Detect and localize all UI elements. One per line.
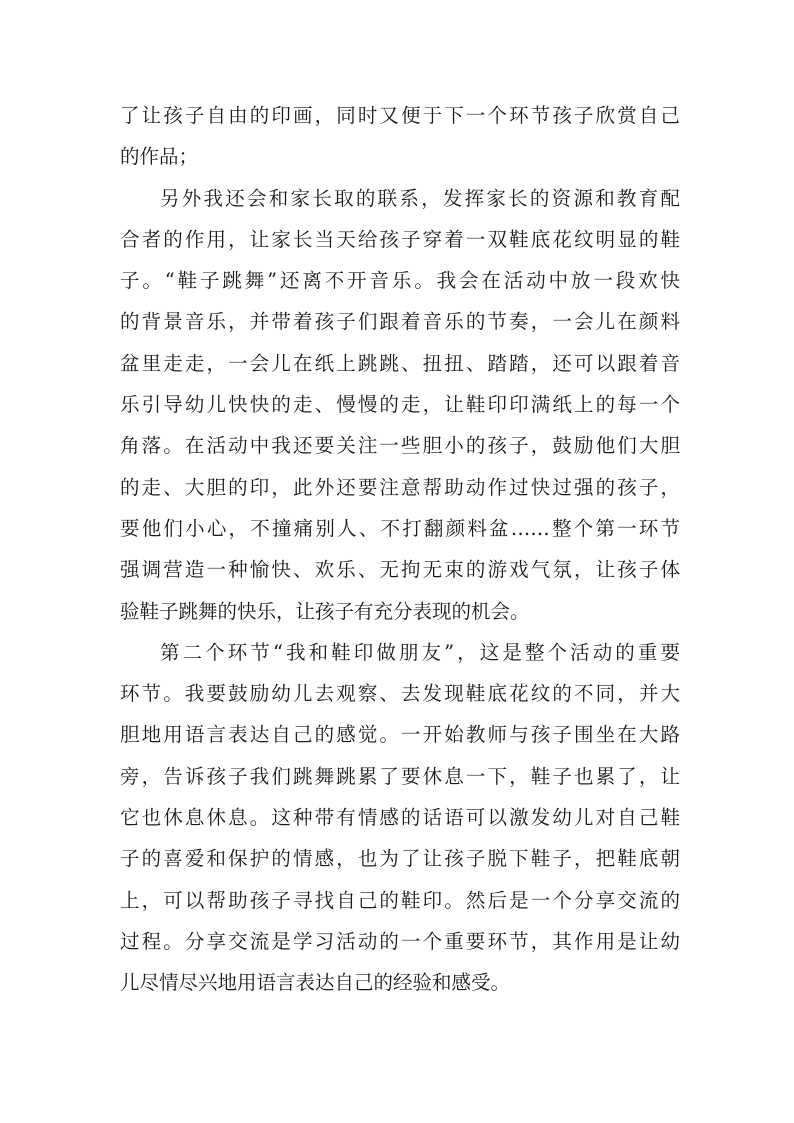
text-line: 乐引导幼儿快快的走、慢慢的走，让鞋印印满纸上的每一个 <box>120 393 680 417</box>
text-line: 子的喜爱和保护的情感，也为了让孩子脱下鞋子，把鞋底朝 <box>120 847 680 871</box>
text-line: 的走、大胆的印，此外还要注意帮助动作过快过强的孩子， <box>120 475 680 499</box>
text-line: 它也休息休息。这种带有情感的话语可以激发幼儿对自己鞋 <box>120 806 680 830</box>
text-line: 盆里走走，一会儿在纸上跳跳、扭扭、踏踏，还可以跟着音 <box>120 351 680 375</box>
text-line: 儿尽情尽兴地用语言表达自己的经验和感受。 <box>120 971 511 995</box>
text-line: 了让孩子自由的印画，同时又便于下一个环节孩子欣赏自己 <box>120 104 680 127</box>
text-line: 旁，告诉孩子我们跳舞跳累了要休息一下，鞋子也累了，让 <box>120 764 680 788</box>
text-line: 胆地用语言表达自己的感觉。一开始教师与孩子围坐在大路 <box>120 723 680 747</box>
text-line: 第二个环节“我和鞋印做朋友”，这是整个活动的重要 <box>160 640 680 664</box>
text-line: 的背景音乐，并带着孩子们跟着音乐的节奏，一会儿在颜料 <box>120 310 680 334</box>
text-line: 的作品； <box>120 145 199 169</box>
text-line: 环节。我要鼓励幼儿去观察、去发现鞋底花纹的不同，并大 <box>120 682 680 706</box>
body-text <box>120 95 680 1004</box>
text-line: 另外我还会和家长取的联系，发挥家长的资源和教育配 <box>160 186 680 210</box>
text-line: 验鞋子跳舞的快乐，让孩子有充分表现的机会。 <box>120 599 530 623</box>
text-line: 角落。在活动中我还要关注一些胆小的孩子，鼓励他们大胆 <box>120 434 680 458</box>
text-line: 合者的作用，让家长当天给孩子穿着一双鞋底花纹明显的鞋 <box>120 227 680 251</box>
text-line: 强调营造一种愉快、欢乐、无拘无束的游戏气氛，让孩子体 <box>120 558 680 582</box>
text-line: 要他们小心，不撞痛别人、不打翻颜料盆……整个第一环节 <box>120 516 680 540</box>
text-line: 上，可以帮助孩子寻找自己的鞋印。然后是一个分享交流的 <box>120 888 680 912</box>
text-line: 子。“鞋子跳舞”还离不开音乐。我会在活动中放一段欢快 <box>120 269 680 293</box>
text-line: 过程。分享交流是学习活动的一个重要环节，其作用是让幼 <box>120 929 680 953</box>
